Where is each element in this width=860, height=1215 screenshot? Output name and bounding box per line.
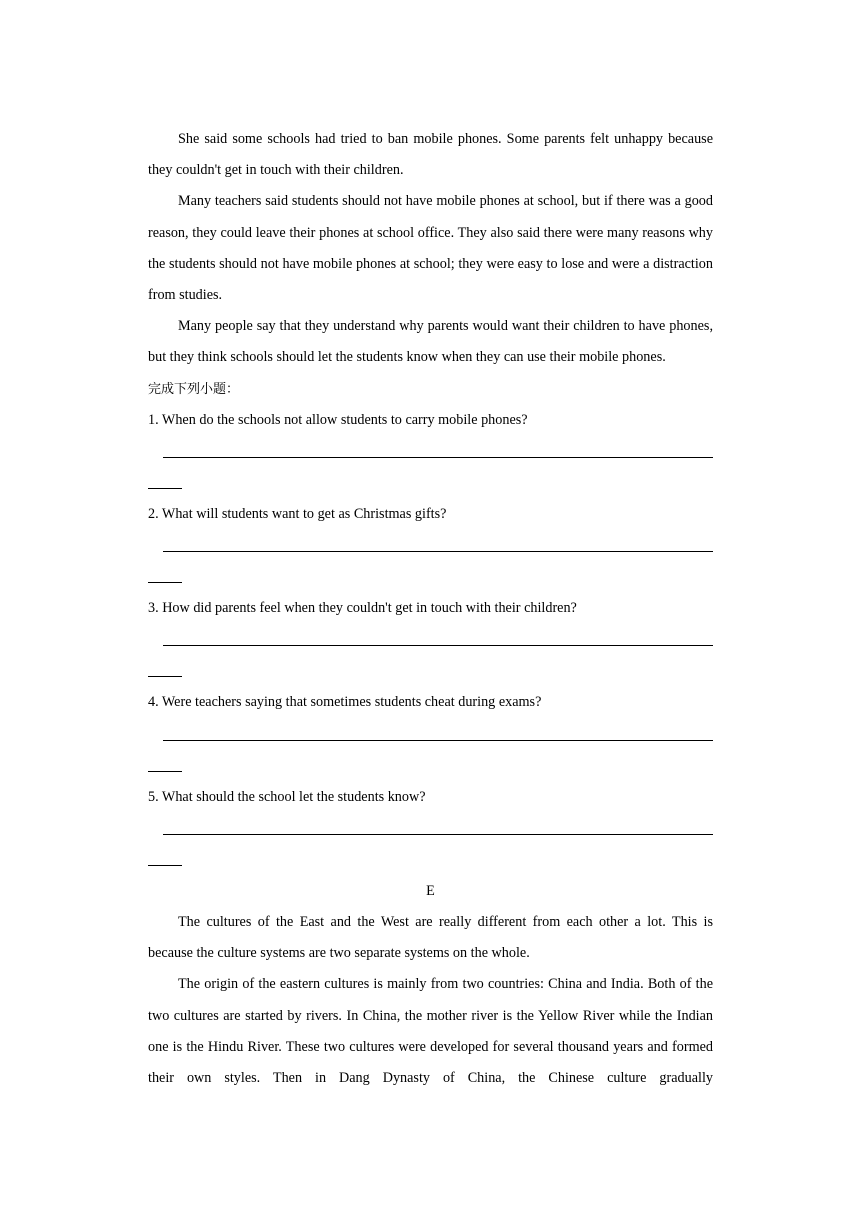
answer-field-4[interactable] bbox=[148, 719, 713, 782]
question-3: 3. How did parents feel when they couldn't get in touch with their children? bbox=[148, 600, 577, 617]
question-4: 4. Were teachers saying that sometimes students cheat during exams? bbox=[148, 694, 542, 711]
answer-line bbox=[163, 457, 713, 458]
passage-d-paragraph-3: Many people say that they understand why parents would want their children to have phones, but they think schools should let the students know when they can use their mobile phones. bbox=[148, 318, 713, 366]
answer-line-tail bbox=[148, 582, 182, 583]
instructions: 完成下列小题： bbox=[148, 381, 240, 397]
answer-field-5[interactable] bbox=[148, 813, 713, 876]
question-5: 5. What should the school let the students know? bbox=[148, 788, 426, 805]
passage-e-paragraph-1: The cultures of the East and the West are really different from each other a lot. This is because the culture systems are two separate systems on the whole. bbox=[148, 914, 713, 962]
answer-line bbox=[163, 551, 713, 552]
answer-line-tail bbox=[148, 488, 182, 489]
answer-line-tail bbox=[148, 865, 182, 866]
answer-line-tail bbox=[148, 676, 182, 677]
answer-field-1[interactable] bbox=[148, 436, 713, 499]
document-page bbox=[148, 124, 713, 1094]
passage-d-paragraph-2: Many teachers said students should not have mobile phones at school, but if there was a good reason, they could leave their phones at school office. They also said there were many reasons why the students should not have mobile phones at school; they were easy to lose and were a distraction from studies. bbox=[148, 193, 713, 304]
answer-field-3[interactable] bbox=[148, 624, 713, 687]
answer-line bbox=[163, 645, 713, 646]
passage-e-paragraph-2: The origin of the eastern cultures is mainly from two countries: China and India. Both of the two cultures are started by rivers. In China, the mother river is the Yellow River while the Indian one is the Hindu River. These two cultures were developed for several thousand years and formed their own styles. Then in Dang Dynasty of China, the Chinese culture gradually bbox=[148, 976, 713, 1087]
section-heading-e: E bbox=[426, 882, 435, 899]
answer-line-tail bbox=[148, 771, 182, 772]
answer-field-2[interactable] bbox=[148, 530, 713, 593]
answer-line bbox=[163, 740, 713, 741]
question-1: 1. When do the schools not allow students to carry mobile phones? bbox=[148, 411, 528, 428]
passage-d-paragraph-1: She said some schools had tried to ban mobile phones. Some parents felt unhappy because they couldn't get in touch with their children. bbox=[148, 131, 713, 179]
answer-line bbox=[163, 834, 713, 835]
question-2: 2. What will students want to get as Christmas gifts? bbox=[148, 506, 447, 523]
